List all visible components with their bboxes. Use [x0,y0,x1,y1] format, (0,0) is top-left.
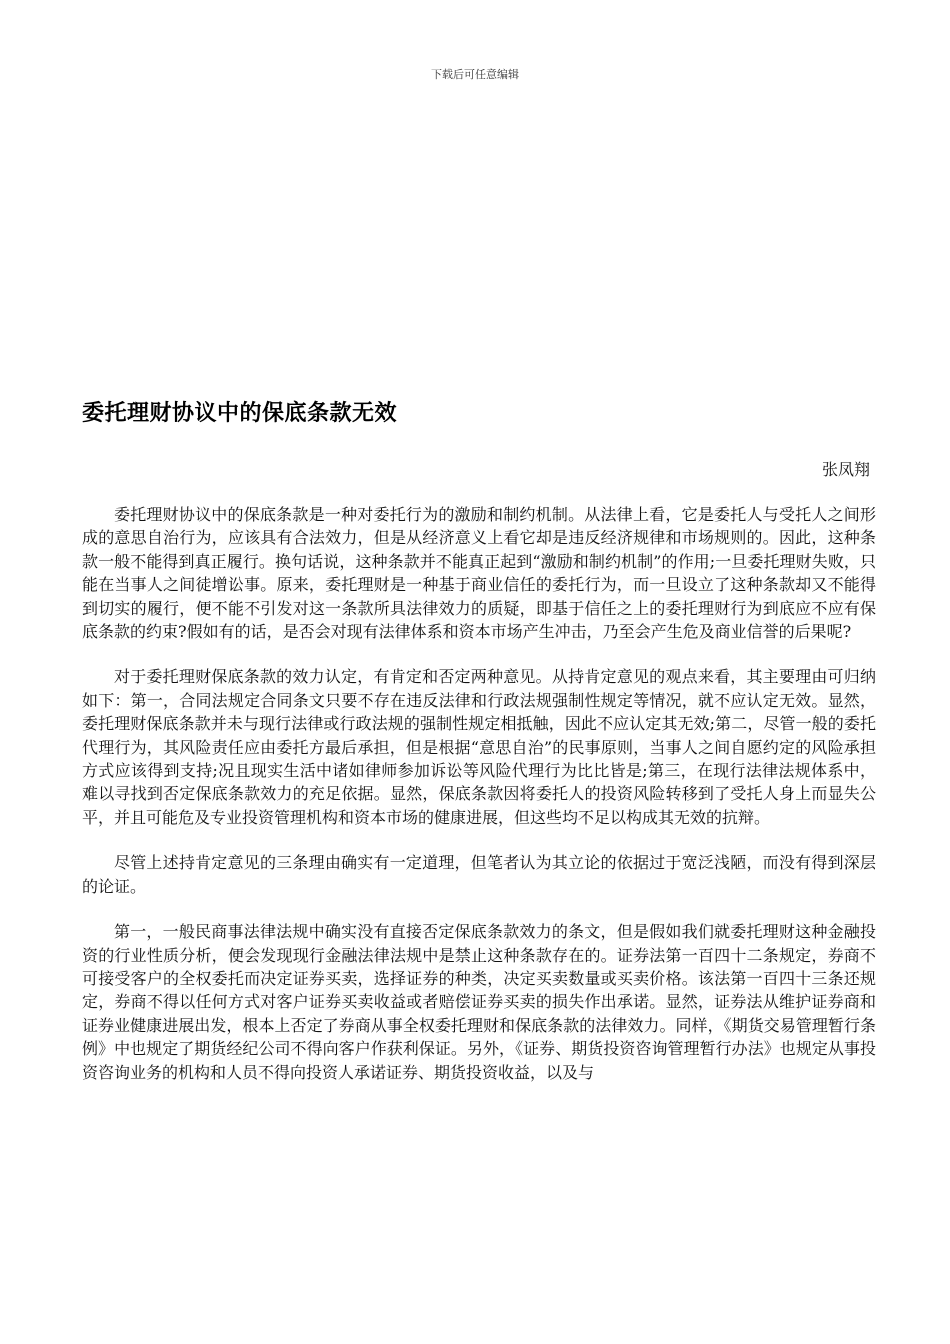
document-author: 张凤翔 [821,460,870,479]
body-paragraph-1: 委托理财协议中的保底条款是一种对委托行为的激励和制约机制。从法律上看，它是委托人与受托人之间形成的意思自治行为，应该具有合法效力，但是从经济意义上看它却是违反经济规律和市场规则的。因此，这种条款一般不能得到真正履行。换句话说，这种条款并不能真正起到“激励和制约机制”的作用;一旦委托理财失败，只能在当事人之间徒增讼事。原来，委托理财是一种基于商业信任的委托行为，而一旦设立了这种条款却又不能得到切实的履行，便不能不引发对这一条款所具法律效力的质疑，即基于信任之上的委托理财行为到底应不应有保底条款的约束?假如有的话，是否会对现有法律体系和资本市场产生冲击，乃至会产生危及商业信誉的后果呢? [82,505,876,642]
document-body [82,503,876,1106]
body-paragraph-2: 对于委托理财保底条款的效力认定，有肯定和否定两种意见。从持肯定意见的观点来看，其主要理由可归纳如下：第一，合同法规定合同条文只要不存在违反法律和行政法规强制性规定等情况，就不应认定无效。显然，委托理财保底条款并未与现行法律或行政法规的强制性规定相抵触，因此不应认定其无效;第二，尽管一般的委托代理行为，其风险责任应由委托方最后承担，但是根据“意思自治”的民事原则，当事人之间自愿约定的风险承担方式应该得到支持;况且现实生活中诸如律师参加诉讼等风险代理行为比比皆是;第三，在现行法律法规体系中，难以寻找到否定保底条款效力的充足依据。显然，保底条款因将委托人的投资风险转移到了受托人身上而显失公平，并且可能危及专业投资管理机构和资本市场的健康进展，但这些均不足以构成其无效的抗辩。 [82,667,876,827]
body-paragraph-4: 第一，一般民商事法律法规中确实没有直接否定保底条款效力的条文，但是假如我们就委托理财这种金融投资的行业性质分析，便会发现现行金融法律法规中是禁止这种条款存在的。证券法第一百四十二条规定，券商不可接受客户的全权委托而决定证券买卖，选择证券的种类，决定买卖数量或买卖价格。该法第一百四十三条还规定，券商不得以任何方式对客户证券买卖收益或者赔偿证券买卖的损失作出承诺。显然，证券法从维护证券商和证券业健康进展出发，根本上否定了券商从事全权委托理财和保底条款的法律效力。同样，《期货交易管理暂行条例》中也规定了期货经纪公司不得向客户作获利保证。另外，《证券、期货投资咨询管理暂行办法》也规定从事投资咨询业务的机构和人员不得向投资人承诺证券、期货投资收益，以及与 [82,922,876,1082]
document-title: 委托理财协议中的保底条款无效 [82,401,398,426]
body-paragraph-3: 尽管上述持肯定意见的三条理由确实有一定道理，但笔者认为其立论的依据过于宽泛浅陋，而没有得到深层的论证。 [82,853,876,896]
page-header-note: 下载后可任意编辑 [431,68,519,81]
